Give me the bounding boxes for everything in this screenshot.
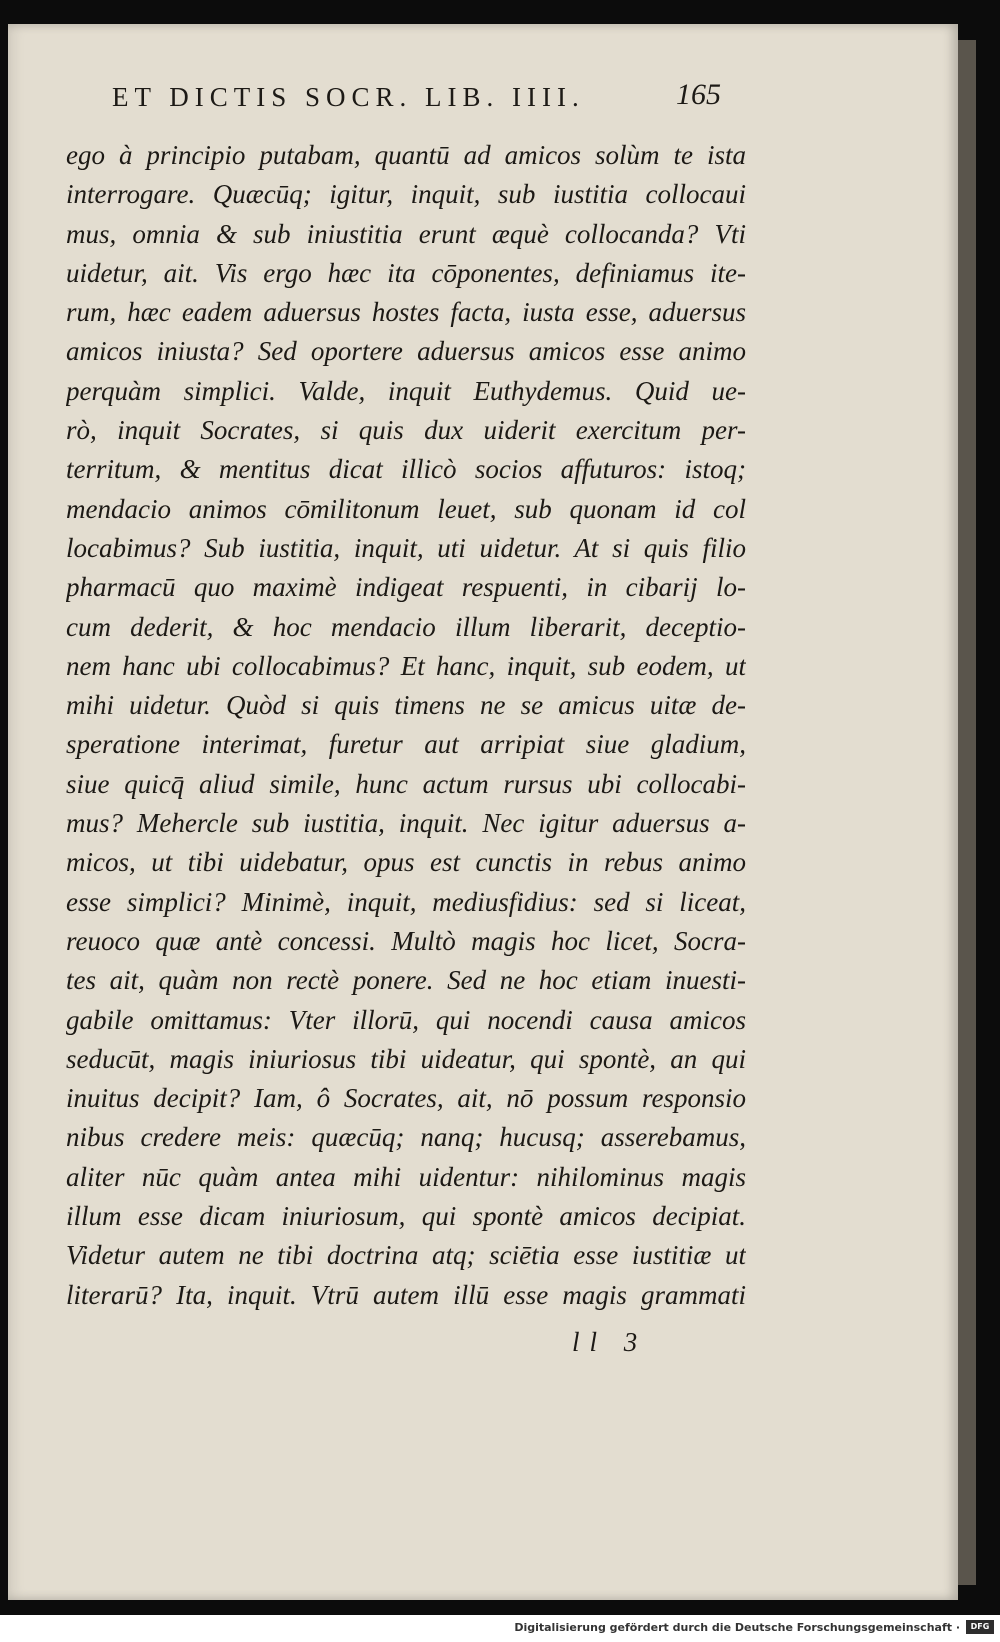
text-line: siue quicq̄ aliud simile, hunc actum rursus ubi collocabi- [66,768,746,799]
text-line: literarū? Ita, inquit. Vtrū autem illū esse magis grammati [66,1279,746,1310]
funding-note: Digitalisierung gefördert durch die Deutsche Forschungsgemeinschaft · [514,1621,960,1634]
text-line: tes ait, quàm non rectè ponere. Sed ne hoc etiam inuesti- [66,965,746,996]
text-line: gabile omittamus: Vter illorū, qui nocendi causa amicos [66,1004,746,1035]
text-line: aliter nūc quàm antea mihi uidentur: nihilominus magis [66,1161,746,1192]
text-line: territum, & mentitus dicat illicò socios affuturos: istoq; [66,454,746,485]
page-edge [958,40,976,1585]
text-line: esse simplici? Minimè, inquit, mediusfidius: sed si liceat, [66,886,746,917]
text-block [66,136,746,1315]
dfg-logo-icon: DFG [966,1620,994,1634]
text-line: micos, ut tibi uidebatur, opus est cunctis in rebus animo [66,847,746,878]
text-line: mus? Mehercle sub iustitia, inquit. Nec igitur aduersus a- [66,808,746,839]
text-line: pharmacū quo maximè indigeat respuenti, in cibarij lo- [66,572,746,603]
text-line: perquàm simplici. Valde, inquit Euthydemus. Quid ue- [66,375,746,406]
text-line: illum esse dicam iniuriosum, qui spontè amicos decipiat. [66,1201,746,1232]
text-line: speratione interimat, furetur aut arripiat siue gladium, [66,729,746,760]
text-line: interrogare. Quæcūq; igitur, inquit, sub iustitia collocaui [66,179,746,210]
text-line: mus, omnia & sub iniustitia erunt æquè collocanda? Vti [66,218,746,249]
text-line: ego à principio putabam, quantū ad amicos solùm te ista [66,140,746,170]
running-head: ET DICTIS SOCR. LIB. IIII. [112,82,585,112]
text-line: mihi uidetur. Quòd si quis timens ne se amicus uitæ de- [66,690,746,721]
text-line: locabimus? Sub iustitia, inquit, uti uidetur. At si quis filio [66,532,746,563]
text-line: inuitus decipit? Iam, ô Socrates, ait, nō possum responsio [66,1083,746,1114]
text-line: uidetur, ait. Vis ergo hæc ita cōponentes, definiamus ite- [66,257,746,288]
text-line: rò, inquit Socrates, si quis dux uiderit exercitum per- [66,415,746,446]
footer-bar [0,1615,1000,1642]
page-number: 165 [676,78,721,111]
text-line: rum, hæc eadem aduersus hostes facta, iusta esse, aduersus [66,297,746,328]
text-line: Videtur autem ne tibi doctrina atq; sciētia esse iustitiæ ut [66,1240,746,1271]
text-line: nem hanc ubi collocabimus? Et hanc, inquit, sub eodem, ut [66,650,746,681]
text-line: mendacio animos cōmilitonum leuet, sub quonam id col [66,493,746,524]
signature-mark: ll 3 [572,1327,648,1357]
text-line: seducūt, magis iniuriosus tibi uideatur, qui spontè, an qui [66,1043,746,1074]
text-line: reuoco quæ antè concessi. Multò magis hoc licet, Socra- [66,925,746,956]
text-line: cum dederit, & hoc mendacio illum liberarit, deceptio- [66,611,746,642]
text-line: nibus credere meis: quæcūq; nanq; hucusq; asserebamus, [66,1122,746,1153]
text-line: amicos iniusta? Sed oportere aduersus amicos esse animo [66,336,746,367]
